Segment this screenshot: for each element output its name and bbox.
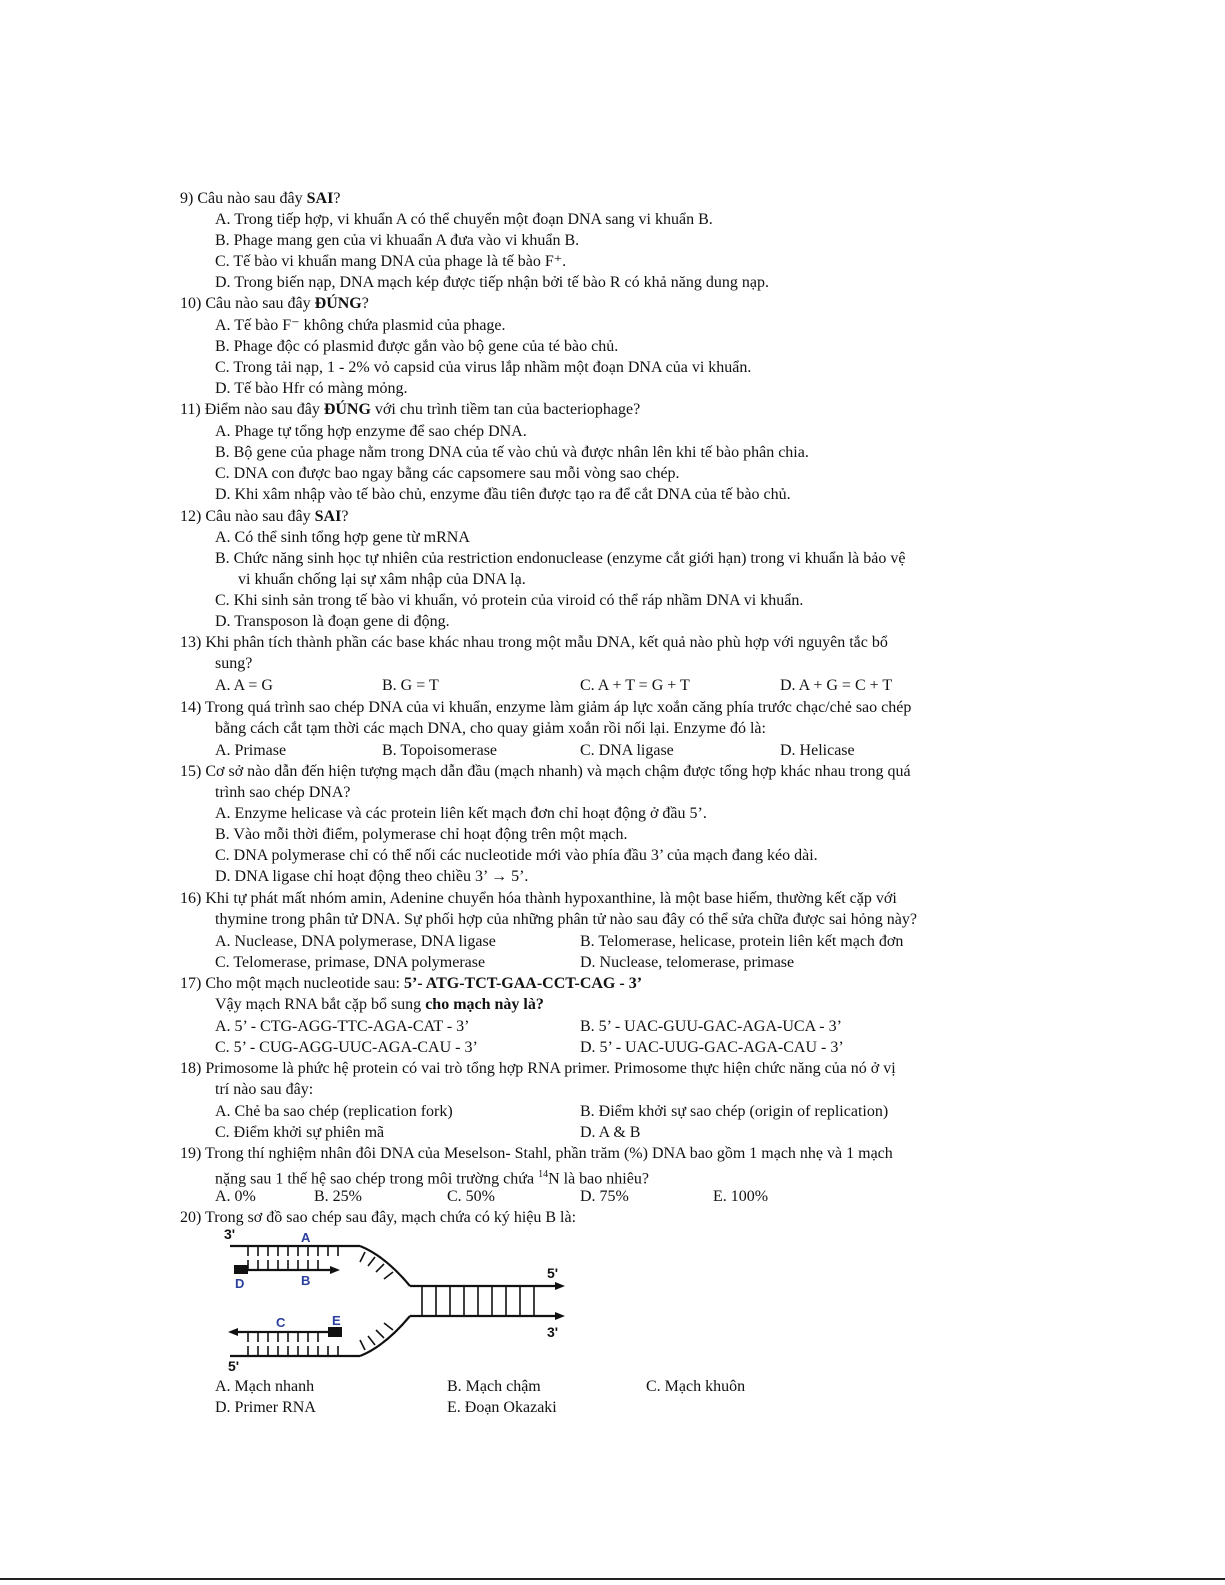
label-strand-d: D xyxy=(235,1276,245,1291)
q11-option-a: A. Phage tự tổng hợp enzyme để sao chép DNA. xyxy=(215,423,527,440)
q13-option-a: A. A = G xyxy=(215,677,273,694)
q16-option-c: C. Telomerase, primase, DNA polymerase xyxy=(215,954,486,971)
q20-option-d: D. Primer RNA xyxy=(215,1399,316,1416)
q10-option-d: D. Tế bào Hfr có màng mỏng. xyxy=(215,380,408,397)
label-3prime-top: 3' xyxy=(224,1226,236,1242)
question-15-stem: 15) Cơ sở nào dẫn đến hiện tượng mạch dẫn đầu (mạch nhanh) và mạch chậm được tổng hợp khác nhau trong quá xyxy=(180,763,911,780)
q12-option-a: A. Có thể sinh tổng hợp gene từ mRNA xyxy=(215,529,470,546)
q19-option-b: B. 25% xyxy=(314,1188,362,1205)
q14-option-c: C. DNA ligase xyxy=(580,742,674,759)
question-18-stem: 18) Primosome là phức hệ protein có vai trò tổng hợp RNA primer. Primosome thực hiện chức năng của nó ở vị xyxy=(180,1060,896,1077)
q14-option-d: D. Helicase xyxy=(780,742,855,759)
q10-option-a: A. Tế bào F⁻ không chứa plasmid của phage. xyxy=(215,317,506,334)
question-10-stem: 10) Câu nào sau đây ĐÚNG? xyxy=(180,295,369,312)
q17-option-b: B. 5’ - UAC-GUU-GAC-AGA-UCA - 3’ xyxy=(580,1018,842,1035)
q18-option-b: B. Điểm khởi sự sao chép (origin of replication) xyxy=(580,1103,889,1120)
question-16-stem-cont: thymine trong phân tử DNA. Sự phối hợp của những phân tử nào sau đây có thể sửa chữa được sai hỏng này? xyxy=(215,911,917,928)
q16-option-b: B. Telomerase, helicase, protein liên kết mạch đơn xyxy=(580,933,904,950)
q20-option-b: B. Mạch chậm xyxy=(447,1378,541,1395)
q15-option-b: B. Vào mỗi thời điểm, polymerase chỉ hoạt động trên một mạch. xyxy=(215,826,628,843)
question-13-stem: 13) Khi phân tích thành phần các base khác nhau trong một mẫu DNA, kết quả nào phù hợp với nguyên tắc bổ xyxy=(180,634,888,651)
label-strand-b: B xyxy=(301,1273,311,1288)
label-3prime-right: 3' xyxy=(547,1324,559,1340)
question-14-stem-cont: bằng cách cắt tạm thời các mạch DNA, cho quay giảm xoắn rồi nối lại. Enzyme đó là: xyxy=(215,720,766,737)
label-5prime-bottom: 5' xyxy=(228,1358,240,1374)
q14-option-b: B. Topoisomerase xyxy=(382,742,498,759)
q15-option-c: C. DNA polymerase chỉ có thể nối các nucleotide mới vào phía đầu 3’ của mạch đang kéo dài. xyxy=(215,847,818,864)
q11-option-b: B. Bộ gene của phage nằm trong DNA của tế vào chủ và được nhân lên khi tế bào phân chia. xyxy=(215,444,809,461)
q11-option-d: D. Khi xâm nhập vào tế bào chủ, enzyme đầu tiên được tạo ra để cắt DNA của tế bào chủ. xyxy=(215,486,791,503)
q9-option-c: C. Tế bào vi khuẩn mang DNA của phage là tế bào F⁺. xyxy=(215,253,567,270)
q17-option-a: A. 5’ - CTG-AGG-TTC-AGA-CAT - 3’ xyxy=(215,1018,470,1035)
q10-option-b: B. Phage độc có plasmid được gắn vào bộ gene của té bào chủ. xyxy=(215,338,619,355)
q20-option-c: C. Mạch khuôn xyxy=(646,1378,746,1395)
page-bottom-border xyxy=(0,1578,1225,1580)
q16-option-d: D. Nuclease, telomerase, primase xyxy=(580,954,795,971)
q13-option-b: B. G = T xyxy=(382,677,439,694)
q19-option-e: E. 100% xyxy=(713,1188,769,1205)
q15-option-a: A. Enzyme helicase và các protein liên kết mạch đơn chỉ hoạt động ở đầu 5’. xyxy=(215,805,707,822)
q20-option-e: E. Đoạn Okazaki xyxy=(447,1399,557,1416)
question-11-stem: 11) Điểm nào sau đây ĐÚNG với chu trình tiềm tan của bacteriophage? xyxy=(180,401,641,418)
replication-fork-diagram xyxy=(210,1226,580,1376)
q19-option-a: A. 0% xyxy=(215,1188,256,1205)
q13-option-c: C. A + T = G + T xyxy=(580,677,690,694)
label-5prime-right: 5' xyxy=(547,1265,559,1281)
q12-option-c: C. Khi sinh sản trong tế bào vi khuẩn, vỏ protein của viroid có thể ráp nhầm DNA vi khuẩn. xyxy=(215,592,804,609)
q10-option-c: C. Trong tải nạp, 1 - 2% vỏ capsid của virus lắp nhầm một đoạn DNA của vi khuẩn. xyxy=(215,359,752,376)
q18-option-d: D. A & B xyxy=(580,1124,641,1141)
question-15-stem-cont: trình sao chép DNA? xyxy=(215,784,351,801)
q16-option-a: A. Nuclease, DNA polymerase, DNA ligase xyxy=(215,933,496,950)
q11-option-c: C. DNA con được bao ngay bằng các capsomere sau mỗi vòng sao chép. xyxy=(215,465,680,482)
label-strand-a: A xyxy=(301,1230,311,1245)
q12-option-b-cont: vi khuẩn chống lại sự xâm nhập của DNA lạ. xyxy=(238,571,526,588)
question-9-stem: 9) Câu nào sau đây SAI? xyxy=(180,190,341,207)
question-19-stem-cont: nặng sau 1 thế hệ sao chép trong môi trường chứa $^{14}$N là bao nhiêu? xyxy=(215,1169,649,1188)
q19-option-c: C. 50% xyxy=(447,1188,495,1205)
q14-option-a: A. Primase xyxy=(215,742,287,759)
question-19-stem: 19) Trong thí nghiệm nhân đôi DNA của Meselson- Stahl, phần trăm (%) DNA bao gồm 1 mạch nhẹ và 1 mạch xyxy=(180,1145,893,1162)
question-20-stem: 20) Trong sơ đồ sao chép sau đây, mạch chứa có ký hiệu B là: xyxy=(180,1209,577,1226)
q18-option-c: C. Điểm khởi sự phiên mã xyxy=(215,1124,385,1141)
q9-option-d: D. Trong biến nạp, DNA mạch kép được tiếp nhận bởi tế bào R có khả năng dung nạp. xyxy=(215,274,769,291)
q17-option-c: C. 5’ - CUG-AGG-UUC-AGA-CAU - 3’ xyxy=(215,1039,478,1056)
label-strand-e: E xyxy=(332,1313,341,1328)
q18-option-a: A. Chẻ ba sao chép (replication fork) xyxy=(215,1103,453,1120)
question-14-stem: 14) Trong quá trình sao chép DNA của vi khuẩn, enzyme làm giảm áp lực xoắn căng phía trước chạc/chẻ sao chép xyxy=(180,699,912,716)
q20-option-a: A. Mạch nhanh xyxy=(215,1378,315,1395)
question-16-stem: 16) Khi tự phát mất nhóm amin, Adenine chuyển hóa thành hypoxanthine, là một base hiếm, thường kết cặp với xyxy=(180,890,897,907)
q12-option-b: B. Chức năng sinh học tự nhiên của restriction endonuclease (enzyme cắt giới hạn) trong vi khuẩn là bảo vệ xyxy=(215,550,906,567)
q9-option-a: A. Trong tiếp hợp, vi khuẩn A có thể chuyển một đoạn DNA sang vi khuẩn B. xyxy=(215,211,713,228)
question-17-stem-cont: Vậy mạch RNA bắt cặp bổ sung cho mạch này là? xyxy=(215,996,544,1013)
q12-option-d: D. Transposon là đoạn gene di động. xyxy=(215,613,450,630)
question-12-stem: 12) Câu nào sau đây SAI? xyxy=(180,508,349,525)
question-17-stem: 17) Cho một mạch nucleotide sau: 5’- ATG-TCT-GAA-CCT-CAG - 3’ xyxy=(180,975,643,992)
question-13-stem-cont: sung? xyxy=(215,655,253,672)
question-18-stem-cont: trí nào sau đây: xyxy=(215,1081,314,1098)
q13-option-d: D. A + G = C + T xyxy=(780,677,893,694)
q17-option-d: D. 5’ - UAC-UUG-GAC-AGA-CAU - 3’ xyxy=(580,1039,844,1056)
q15-option-d: D. DNA ligase chỉ hoạt động theo chiều 3’ → 5’. xyxy=(215,868,529,885)
q19-option-d: D. 75% xyxy=(580,1188,629,1205)
q9-option-b: B. Phage mang gen của vi khuaẩn A đưa vào vi khuẩn B. xyxy=(215,232,580,249)
label-strand-c: C xyxy=(276,1315,286,1330)
